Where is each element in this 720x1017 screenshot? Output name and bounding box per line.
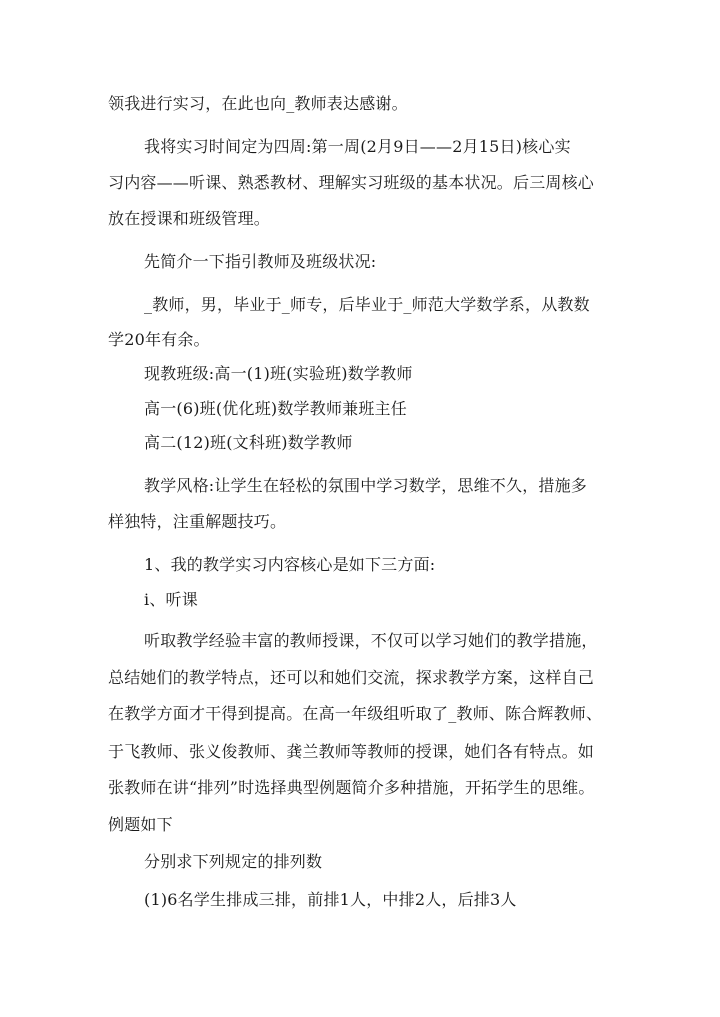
text-line: 例题如下 (108, 815, 173, 834)
text-line: 现教班级:高一(1)班(实验班)数学教师 (144, 364, 413, 383)
text-line: 我将实习时间定为四周:第一周(2月9日——2月15日)核心实 (144, 137, 571, 156)
text-line: 于飞教师、张义俊教师、龚兰教师等教师的授课，她们各有特点。如 (108, 742, 595, 761)
text-line: 习内容——听课、熟悉教材、理解实习班级的基本状况。后三周核心 (108, 173, 595, 192)
text-line: _教师，男，毕业于_师专，后毕业于_师范大学数学系，从教数 (144, 295, 590, 314)
text-line: 总结她们的教学特点，还可以和她们交流，探求教学方案，这样自己 (108, 668, 595, 687)
text-line: 领我进行实习，在此也向_教师表达感谢。 (108, 94, 408, 113)
text-line: 高二(12)班(文科班)数学教师 (144, 433, 353, 452)
text-line: 样独特，注重解题技巧。 (108, 512, 287, 531)
text-line: 听取教学经验丰富的教师授课，不仅可以学习她们的教学措施， (144, 631, 598, 650)
text-line: 放在授课和班级管理。 (108, 209, 271, 228)
text-line: 教学风格:让学生在轻松的氛围中学习数学，思维不久，措施多 (144, 476, 587, 495)
text-line: 高一(6)班(优化班)数学教师兼班主任 (144, 399, 407, 418)
text-line: 先简介一下指引教师及班级状况: (144, 252, 377, 271)
text-line: 张教师在讲“排列”时选择典型例题简介多种措施，开拓学生的思维。 (108, 778, 595, 797)
text-line: ⅰ、听课 (144, 590, 198, 609)
text-line: (1)6名学生排成三排，前排1人，中排2人，后排3人 (144, 890, 517, 909)
text-line: 分别求下列规定的排列数 (144, 852, 323, 871)
text-line: 学20年有余。 (108, 330, 210, 349)
text-line: 在教学方面才干得到提高。在高一年级组听取了_教师、陈合辉教师、 (108, 704, 603, 723)
text-line: 1、我的教学实习内容核心是如下三方面: (144, 555, 436, 574)
